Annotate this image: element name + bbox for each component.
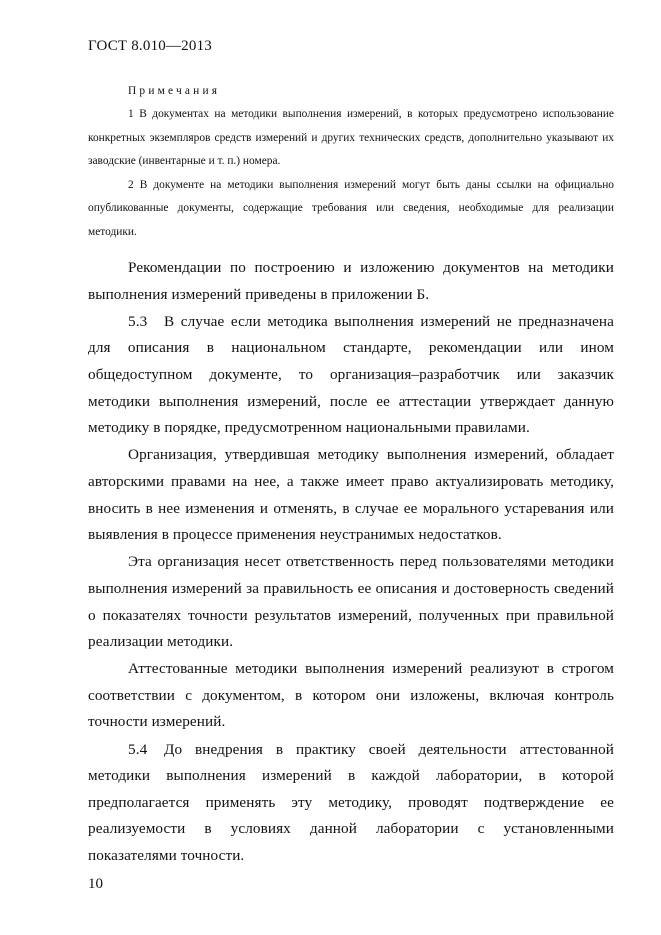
- paragraph-clause-5-4: [88, 737, 614, 870]
- paragraph-responsibility: Эта организация несет ответственность перед пользователями методики выполнения измерений за правильность ее описания и достоверность сведений о показателях точности результатов измерений, полученных при правильной реализации методики.: [88, 553, 614, 651]
- page-number: 10: [88, 876, 103, 892]
- clause-text: До внедрения в практику своей деятельности аттестованной методики выполнения измерений в каждой лаборатории, в которой предполагается применять эту методику, проводят подтверждение ее реализуемости в условиях данной лаборатории с установленными показателями точности.: [88, 740, 614, 865]
- note-item-1: 1 В документах на методики выполнения измерений, в которых предусмотрено использование конкретных экземпляров средств измерений и других технических средств, дополнительно указывают их заводские (инвентарные и т. п.) номера.: [88, 108, 614, 167]
- paragraph-recommendations: Рекомендации по построению и изложению документов на методики выполнения измерений приведены в приложении Б.: [88, 259, 614, 303]
- paragraph-copyright: Организация, утвердившая методику выполнения измерений, обладает авторскими правами на нее, а также имеет право актуализировать методику, вносить в нее изменения и отменять, в случае ее морального устаревания или выявления в процессе применения неустранимых недостатков.: [88, 446, 614, 544]
- notes-title: Примечания: [128, 85, 221, 97]
- main-text: [88, 255, 614, 870]
- paragraph-implementation: Аттестованные методики выполнения измерений реализуют в строгом соответствии с документом, в котором они изложены, включая контроль точности измерений.: [88, 660, 614, 731]
- paragraph-clause-5-3: [88, 309, 614, 442]
- note-item-2: 2 В документе на методики выполнения измерений могут быть даны ссылки на официально опубликованные документы, содержащие требования или сведения, необходимые для реализации методики.: [88, 178, 614, 238]
- clause-number: 5.3: [128, 312, 148, 330]
- clause-text: В случае если методика выполнения измерений не предназначена для описания в национальном стандарте, рекомендации или ином общедоступном документе, то организация–разработчик или заказчик методики выполнения измерений, после ее аттестации утверждает данную методику в порядке, предусмотренном национальными правилами.: [88, 312, 614, 437]
- standard-header: ГОСТ 8.010—2013: [88, 38, 212, 54]
- clause-number: 5.4: [128, 740, 148, 758]
- notes-block: [88, 80, 614, 244]
